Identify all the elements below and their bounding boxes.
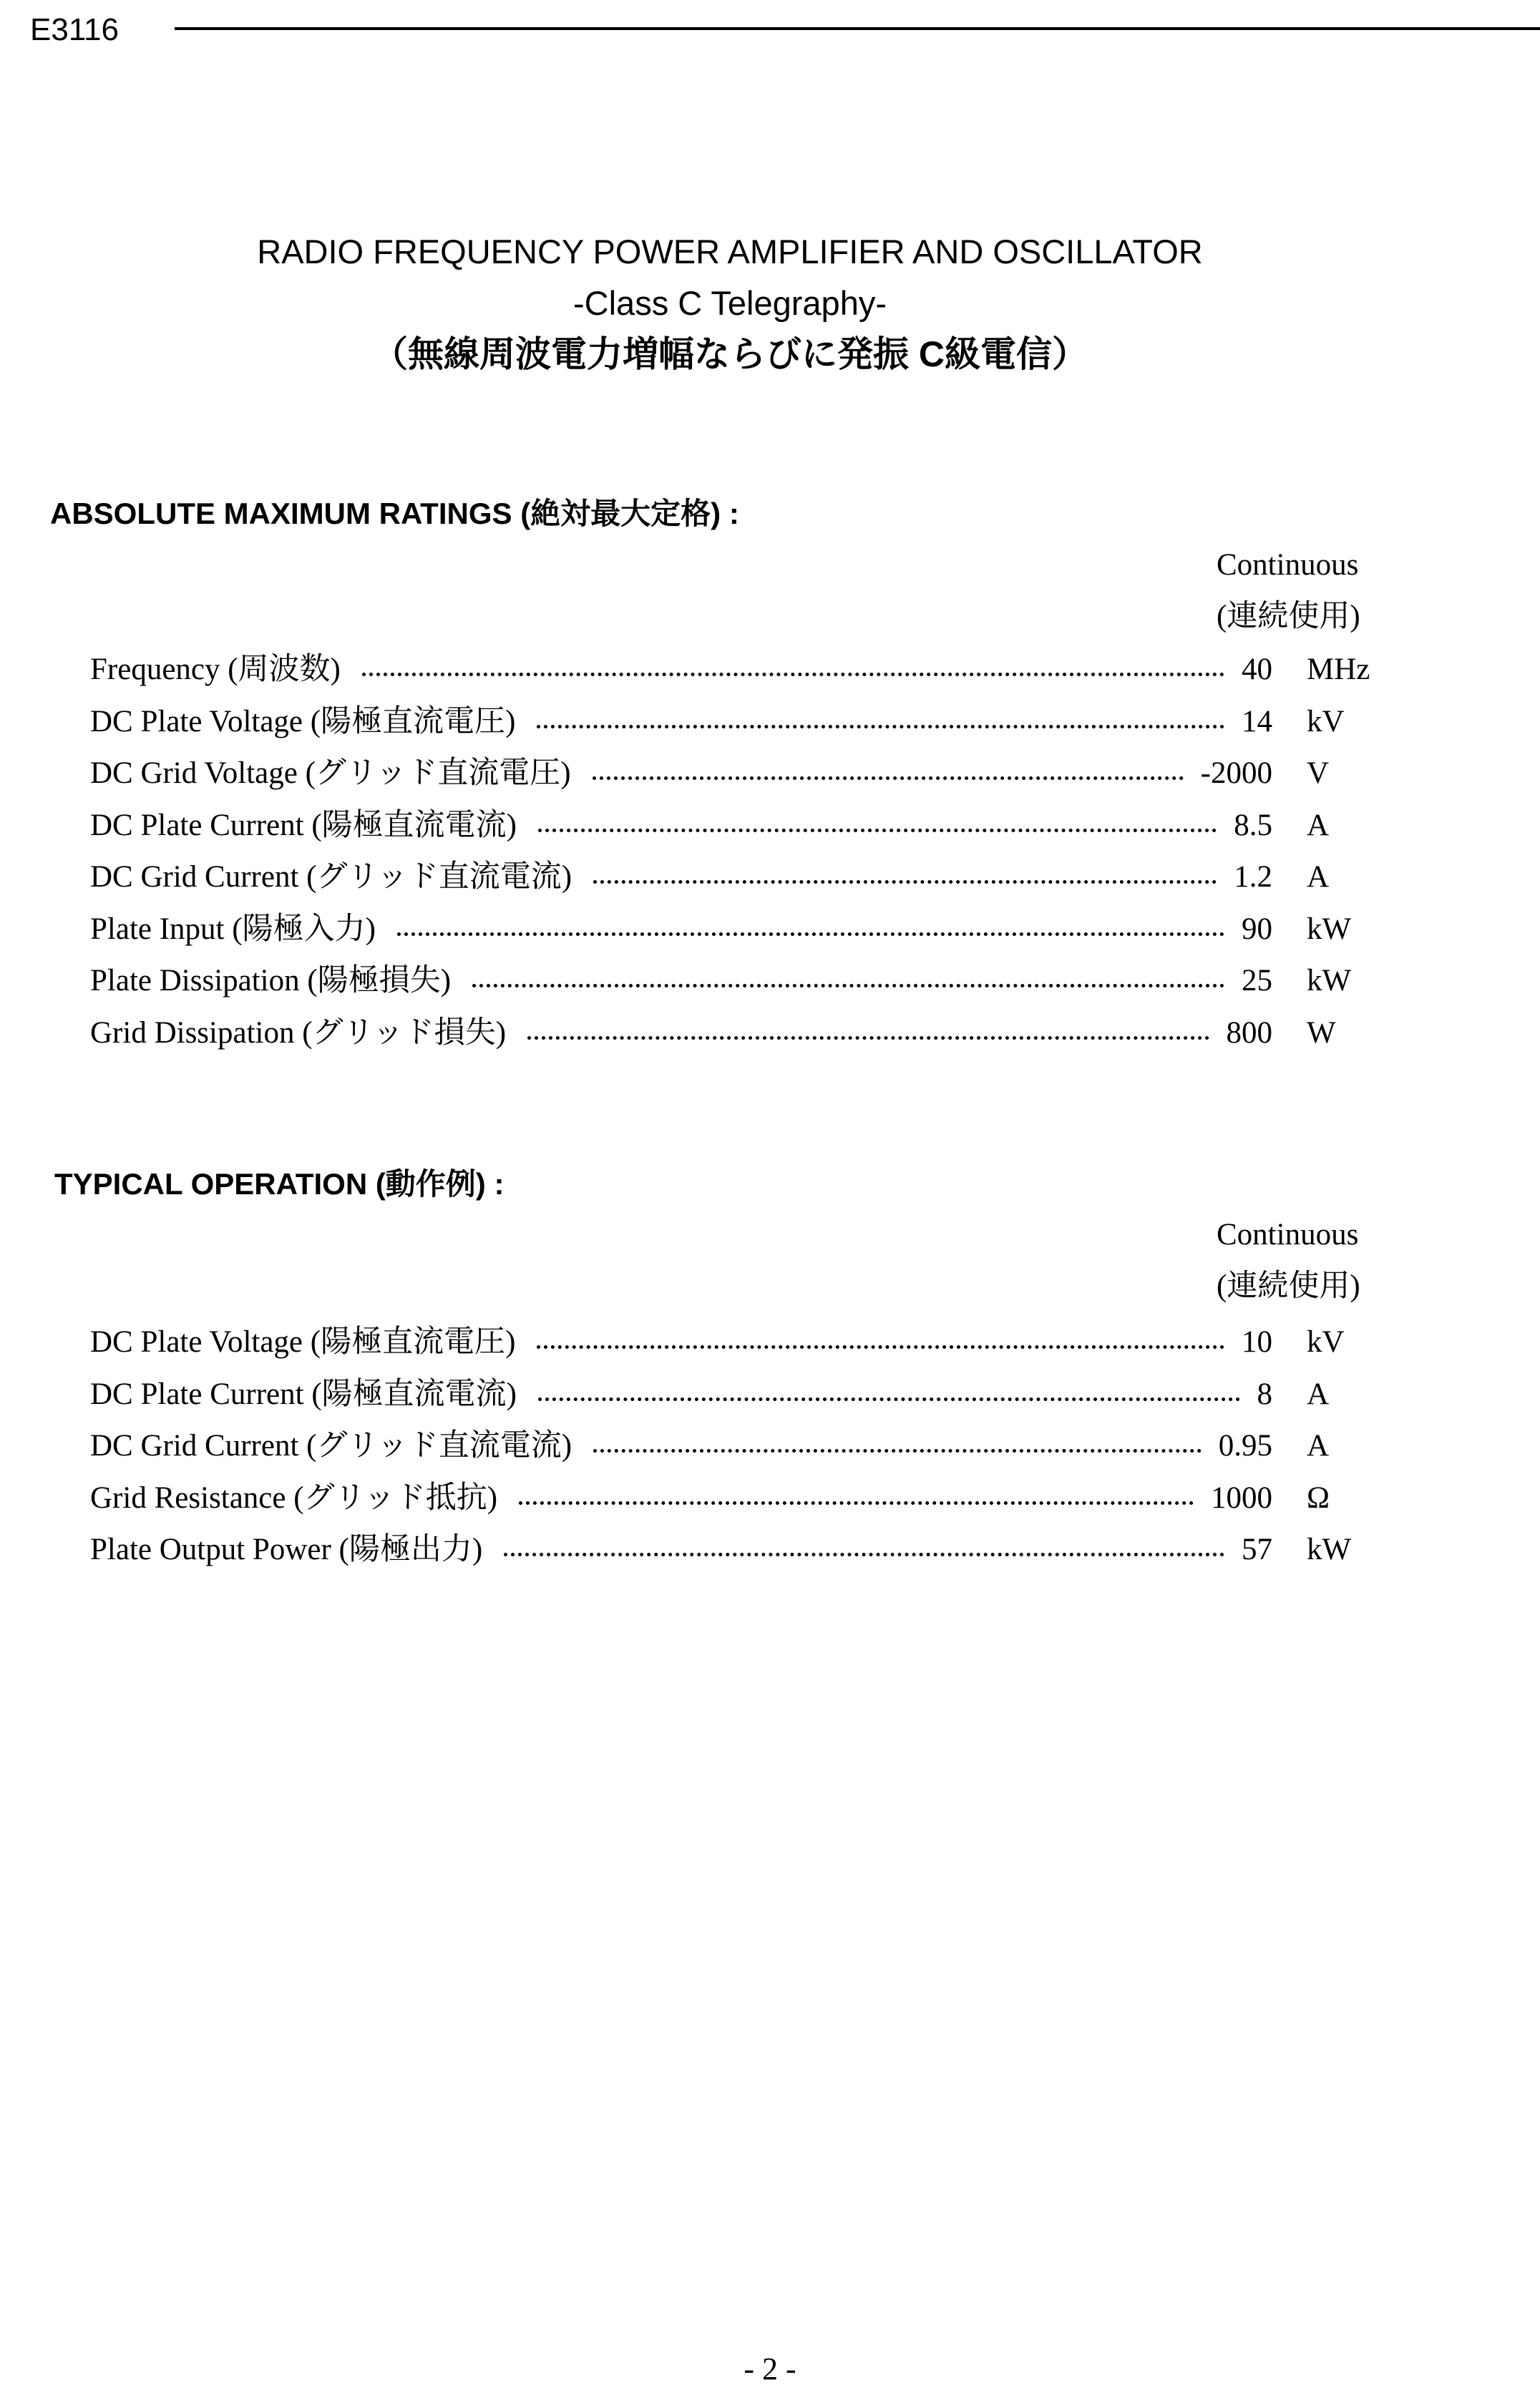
dot-leader — [593, 776, 1184, 780]
parameter-value: 1000 — [1211, 1481, 1272, 1515]
parameter-label: DC Grid Voltage (グリッド直流電圧) — [90, 756, 571, 790]
parameter-label: DC Plate Voltage (陽極直流電圧) — [90, 704, 516, 738]
parameter-unit: V — [1307, 756, 1330, 790]
parameter-unit: A — [1307, 808, 1330, 842]
table-row — [90, 1372, 1378, 1418]
typical-heading: TYPICAL OPERATION (動作例) : — [54, 1167, 505, 1201]
parameter-value: -2000 — [1200, 756, 1272, 790]
parameter-label: Plate Dissipation (陽極損失) — [90, 964, 452, 997]
parameter-label: DC Plate Current (陽極直流電流) — [90, 1377, 517, 1411]
parameter-label: DC Grid Current (グリッド直流電流) — [90, 1429, 572, 1463]
table-row — [90, 907, 1378, 952]
dot-leader — [593, 880, 1217, 884]
parameter-unit: MHz — [1307, 653, 1370, 686]
dot-leader — [537, 1345, 1224, 1349]
parameter-unit: kW — [1307, 964, 1352, 997]
dot-leader — [527, 1036, 1209, 1040]
dot-leader — [537, 725, 1224, 728]
parameter-value: 10 — [1242, 1325, 1272, 1359]
parameter-unit: kW — [1307, 912, 1352, 946]
table-row — [90, 958, 1378, 1004]
parameter-value: 14 — [1242, 704, 1272, 738]
dot-leader — [519, 1501, 1194, 1505]
parameter-label: DC Plate Voltage (陽極直流電圧) — [90, 1325, 516, 1359]
typical-column-label-japanese: (連続使用) — [1217, 1269, 1360, 1303]
page-number: - 2 - — [744, 2351, 796, 2386]
table-row — [90, 1010, 1378, 1056]
document-title: RADIO FREQUENCY POWER AMPLIFIER AND OSCILLATOR — [257, 233, 1203, 270]
parameter-value: 8.5 — [1234, 808, 1272, 842]
dot-leader — [593, 1449, 1202, 1453]
parameter-unit: kW — [1307, 1533, 1352, 1566]
parameter-value: 90 — [1242, 912, 1272, 946]
parameter-unit: kV — [1307, 1325, 1345, 1359]
parameter-value: 1.2 — [1234, 860, 1272, 894]
parameter-label: Plate Output Power (陽極出力) — [90, 1533, 483, 1566]
table-row — [90, 751, 1378, 796]
table-row — [90, 854, 1378, 900]
dot-leader — [362, 673, 1224, 676]
parameter-unit: A — [1307, 1377, 1330, 1411]
parameter-label: Grid Dissipation (グリッド損失) — [90, 1015, 507, 1050]
parameter-label: Frequency (周波数) — [90, 653, 341, 686]
parameter-unit: A — [1307, 860, 1330, 894]
table-row — [90, 1423, 1378, 1469]
parameter-value: 800 — [1226, 1015, 1272, 1050]
dot-leader — [538, 1397, 1240, 1401]
parameter-unit: W — [1307, 1015, 1336, 1050]
parameter-unit: kV — [1307, 704, 1345, 738]
parameter-unit: A — [1307, 1429, 1330, 1463]
ratings-column-label-japanese: (連続使用) — [1217, 600, 1360, 633]
dot-leader — [538, 829, 1217, 832]
dot-leader — [504, 1553, 1224, 1556]
parameter-label: DC Plate Current (陽極直流電流) — [90, 808, 517, 842]
parameter-value: 0.95 — [1218, 1429, 1272, 1463]
ratings-column-label: Continuous — [1217, 548, 1359, 582]
parameter-label: Grid Resistance (グリッド抵抗) — [90, 1481, 498, 1515]
header-rule — [175, 27, 1540, 30]
document-title-japanese: （無線周波電力増幅ならびに発振 C級電信） — [372, 334, 1088, 374]
document-subtitle: -Class C Telegraphy- — [573, 284, 887, 322]
parameter-unit: Ω — [1307, 1481, 1330, 1515]
table-row — [90, 1527, 1378, 1573]
parameter-value: 57 — [1242, 1533, 1272, 1566]
parameter-value: 8 — [1257, 1377, 1272, 1411]
parameter-value: 40 — [1242, 653, 1272, 686]
parameter-value: 25 — [1242, 964, 1272, 997]
parameter-label: DC Grid Current (グリッド直流電流) — [90, 860, 572, 894]
ratings-heading: ABSOLUTE MAXIMUM RATINGS (絶対最大定格) : — [50, 497, 739, 530]
dot-leader — [397, 932, 1224, 936]
document-code: E3116 — [30, 12, 119, 47]
table-row — [90, 647, 1378, 693]
table-row — [90, 1475, 1378, 1521]
typical-column-label: Continuous — [1217, 1218, 1359, 1252]
table-row — [90, 803, 1378, 849]
table-row — [90, 699, 1378, 745]
dot-leader — [472, 984, 1224, 987]
parameter-label: Plate Input (陽極入力) — [90, 912, 376, 946]
table-row — [90, 1319, 1378, 1365]
